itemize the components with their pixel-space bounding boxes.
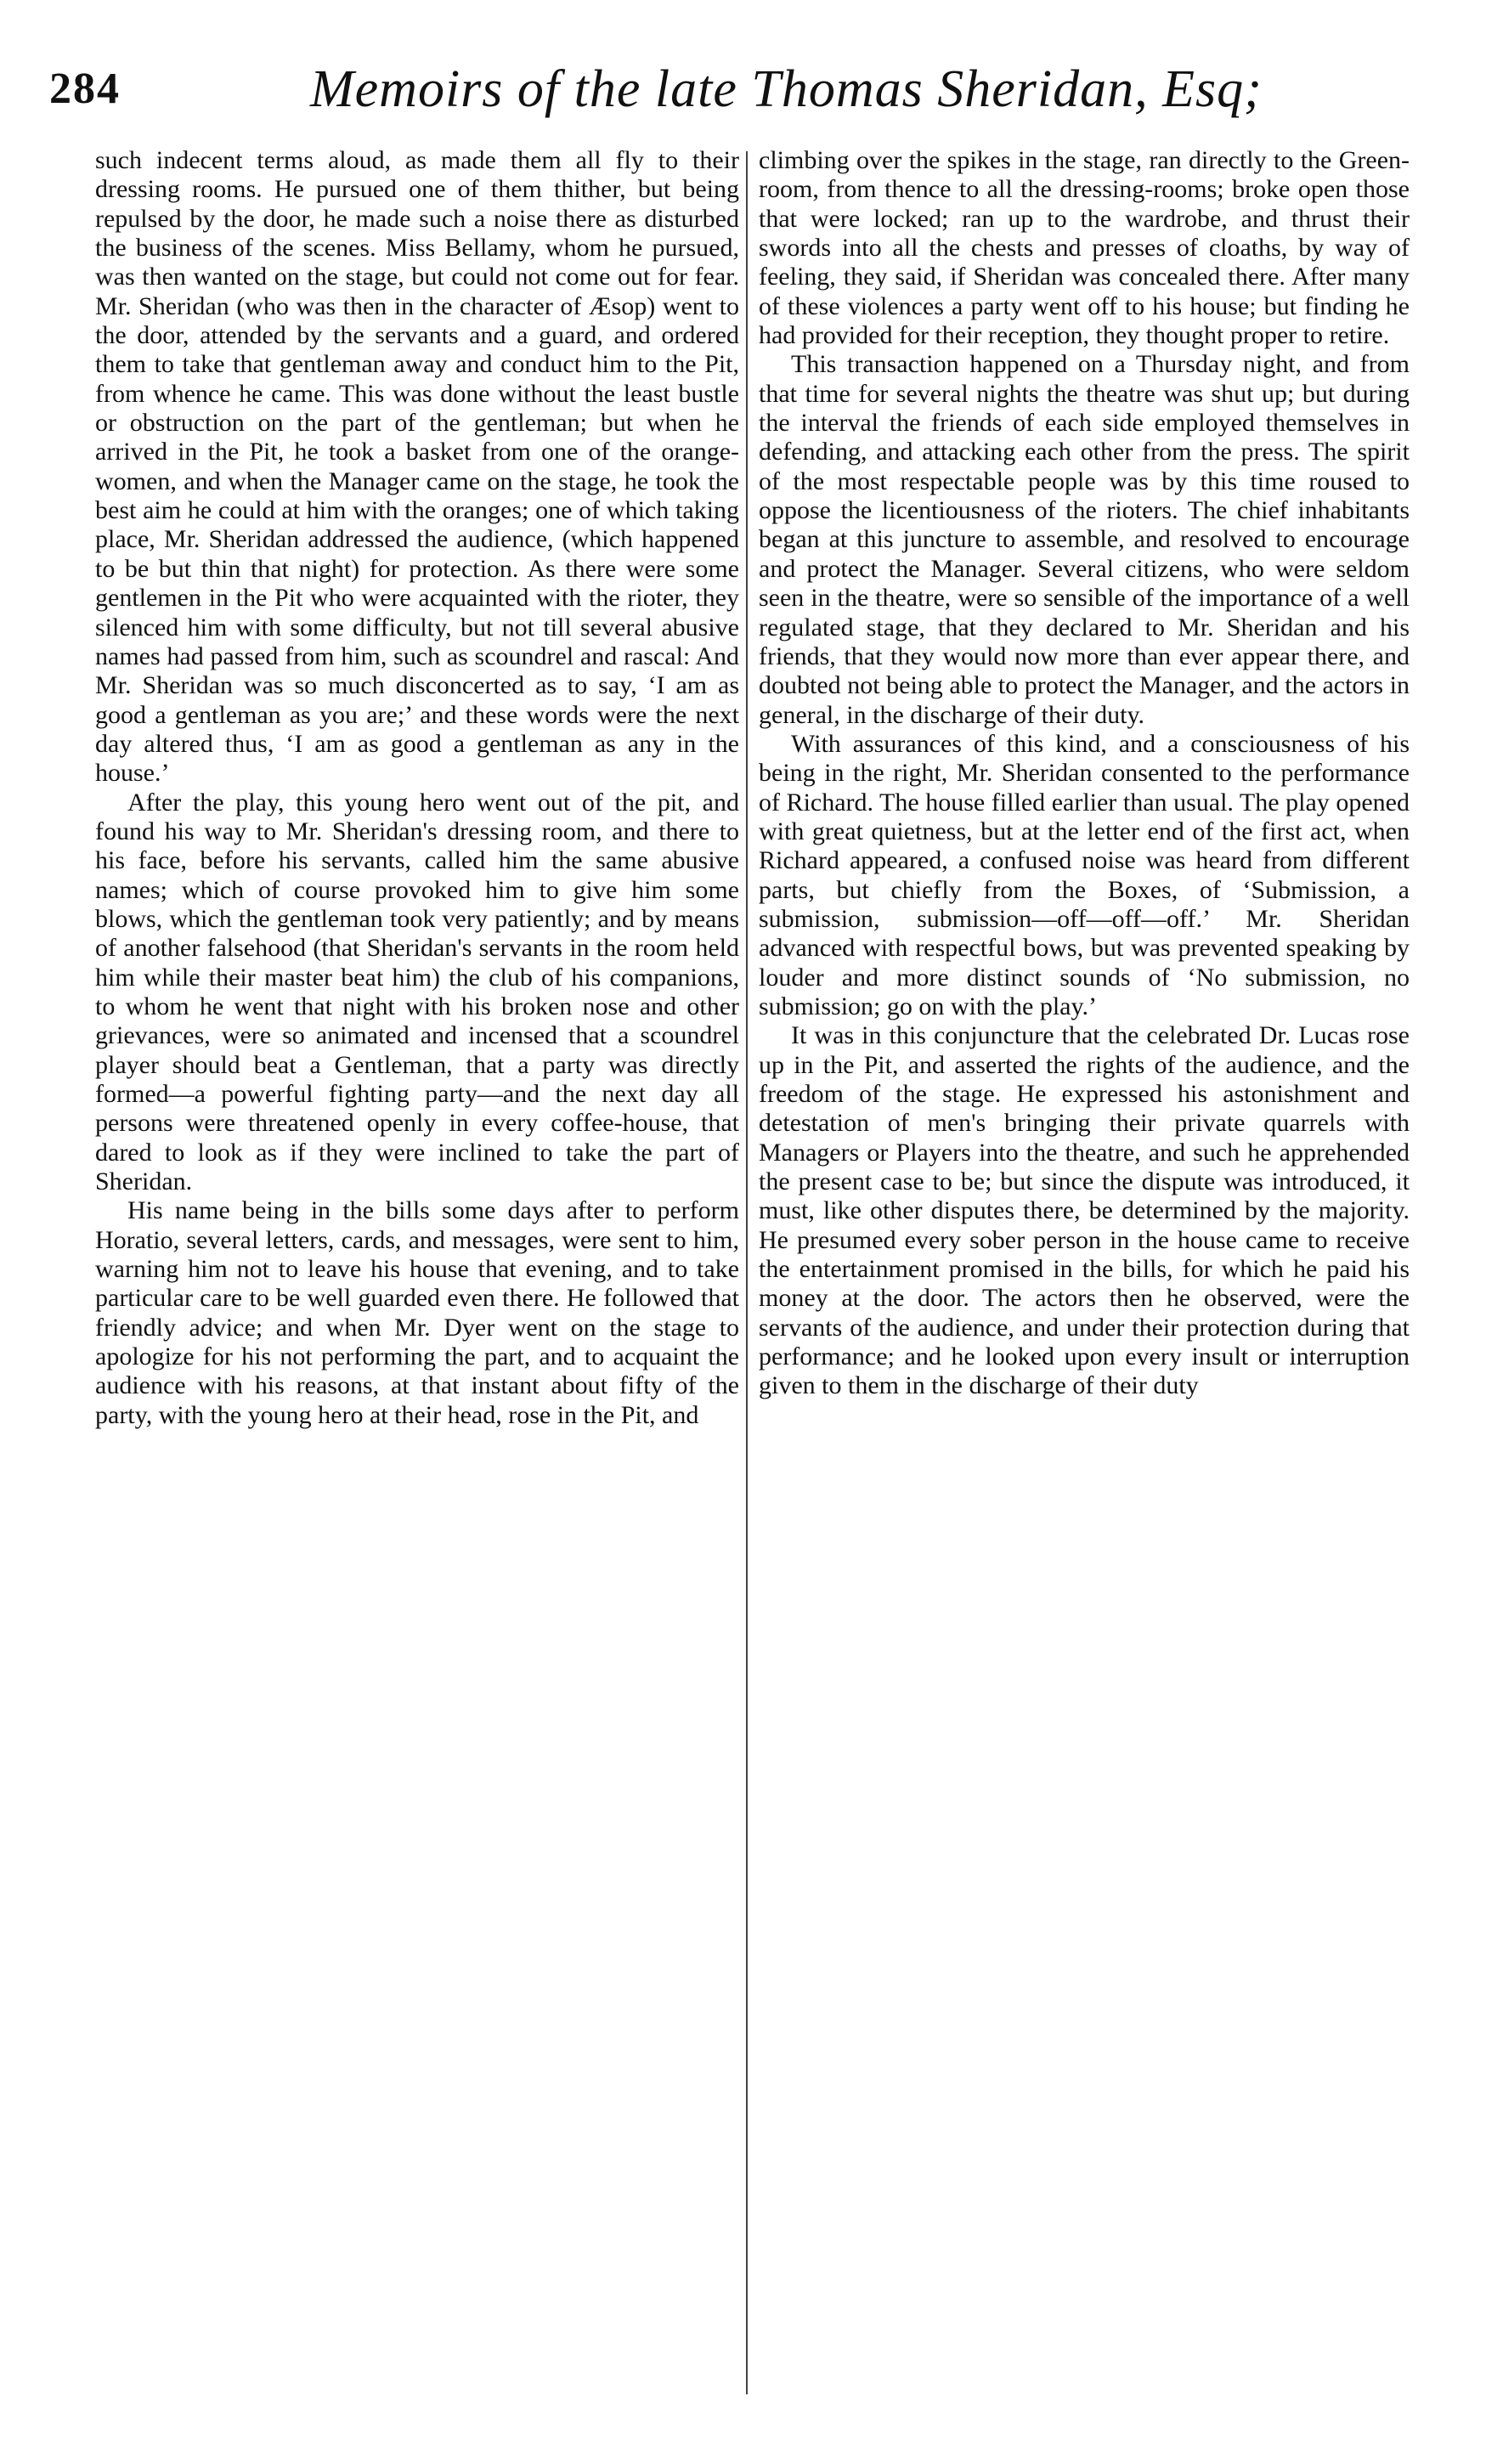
column-divider [746, 151, 748, 2394]
left-paragraph-1: such indecent terms aloud, as made them all fly to their dressing rooms. He pursued one of them thither, but being repulsed by the door, he made such a noise there as disturbed the business of the scenes. Miss Bellamy, whom he pursued, was then wanted on the stage, but could not come out for fear. Mr. Sheridan (who was then in the character of Æsop) went to the door, attended by the servants and a guard, and ordered them to take that gentleman away and conduct him to the Pit, from whence he came. This was done without the least bustle or obstruction on the part of the gentleman; but when he arrived in the Pit, he took a basket from one of the orange-women, and when the Manager came on the stage, he took the best aim he could at him with the oranges; one of which taking place, Mr. Sheridan addressed the audience, (which happened to be but thin that night) for protection. As there were some gentlemen in the Pit who were acquainted with the rioter, they silenced him with some difficulty, but not till several abusive names had passed from him, such as scoundrel and rascal: And Mr. Sheridan was so much disconcerted as to say, ‘I am as good a gentleman as you are;’ and these words were the next day altered thus, ‘I am as good a gentleman as any in the house.’ [95, 146, 739, 788]
left-column [95, 146, 739, 1430]
right-paragraph-1: climbing over the spikes in the stage, ran directly to the Green-room, from thence to all the dressing-rooms; broke open those that were locked; ran up to the wardrobe, and thrust their swords into all the chests and presses of cloaths, by way of feeling, they said, if Sheridan was concealed there. After many of these violences a party went off to his house; but finding he had provided for their reception, they thought proper to retire. [759, 146, 1410, 350]
right-column [759, 146, 1410, 1401]
right-paragraph-3: With assurances of this kind, and a consciousness of his being in the right, Mr. Sheridan consented to the performance of Richard. The house filled earlier than usual. The play opened with great quietness, but at the letter end of the first act, when Richard appeared, a confused noise was heard from different parts, but chiefly from the Boxes, of ‘Submission, a submission, submission—off—off—off.’ Mr. Sheridan advanced with respectful bows, but was prevented speaking by louder and more distinct sounds of ‘No submission, no submission; go on with the play.’ [759, 729, 1410, 1020]
page-number: 284 [49, 65, 121, 113]
left-paragraph-3: His name being in the bills some days after to perform Horatio, several letters, cards, and messages, were sent to him, warning him not to leave his house that evening, and to take particular care to be well guarded even there. He followed that friendly advice; and when Mr. Dyer went on the stage to apologize for his not performing the part, and to acquaint the audience with his reasons, at that instant about fifty of the party, with the young hero at their head, rose in the Pit, and [95, 1196, 739, 1429]
left-paragraph-2: After the play, this young hero went out of the pit, and found his way to Mr. Sheridan's dressing room, and there to his face, before his servants, called him the same abusive names; which of course provoked him to give him some blows, which the gentleman took very patiently; and by means of another falsehood (that Sheridan's servants in the room held him while their master beat him) the club of his companions, to whom he went that night with his broken nose and other grievances, were so animated and incensed that a scoundrel player should beat a Gentleman, that a party was directly formed—a powerful fighting party—and the next day all persons were threatened openly in every coffee-house, that dared to look as if they were inclined to take the part of Sheridan. [95, 788, 739, 1196]
running-head: Memoirs of the late Thomas Sheridan, Esq; [310, 60, 1263, 118]
right-paragraph-4: It was in this conjuncture that the celebrated Dr. Lucas rose up in the Pit, and asserted the rights of the audience, and the freedom of the stage. He expressed his astonishment and detestation of men's bringing their private quarrels with Managers or Players into the theatre, and such he apprehended the present case to be; but since the dispute was introduced, it must, like other disputes there, be determined by the majority. He presumed every sober person in the house came to receive the entertainment promised in the bills, for which he paid his money at the door. The actors then he observed, were the servants of the audience, and under their protection during that performance; and he looked upon every insult or interruption given to them in the discharge of their duty [759, 1021, 1410, 1400]
right-paragraph-2: This transaction happened on a Thursday night, and from that time for several nights the theatre was shut up; but during the interval the friends of each side employed themselves in defending, and attacking each other from the press. The spirit of the most respectable people was by this time roused to oppose the licentiousness of the rioters. The chief inhabitants began at this juncture to assemble, and resolved to encourage and protect the Manager. Several citizens, who were seldom seen in the theatre, were so sensible of the importance of a well regulated stage, that they declared to Mr. Sheridan and his friends, that they would now more than ever appear there, and doubted not being able to protect the Manager, and the actors in general, in the discharge of their duty. [759, 350, 1410, 729]
